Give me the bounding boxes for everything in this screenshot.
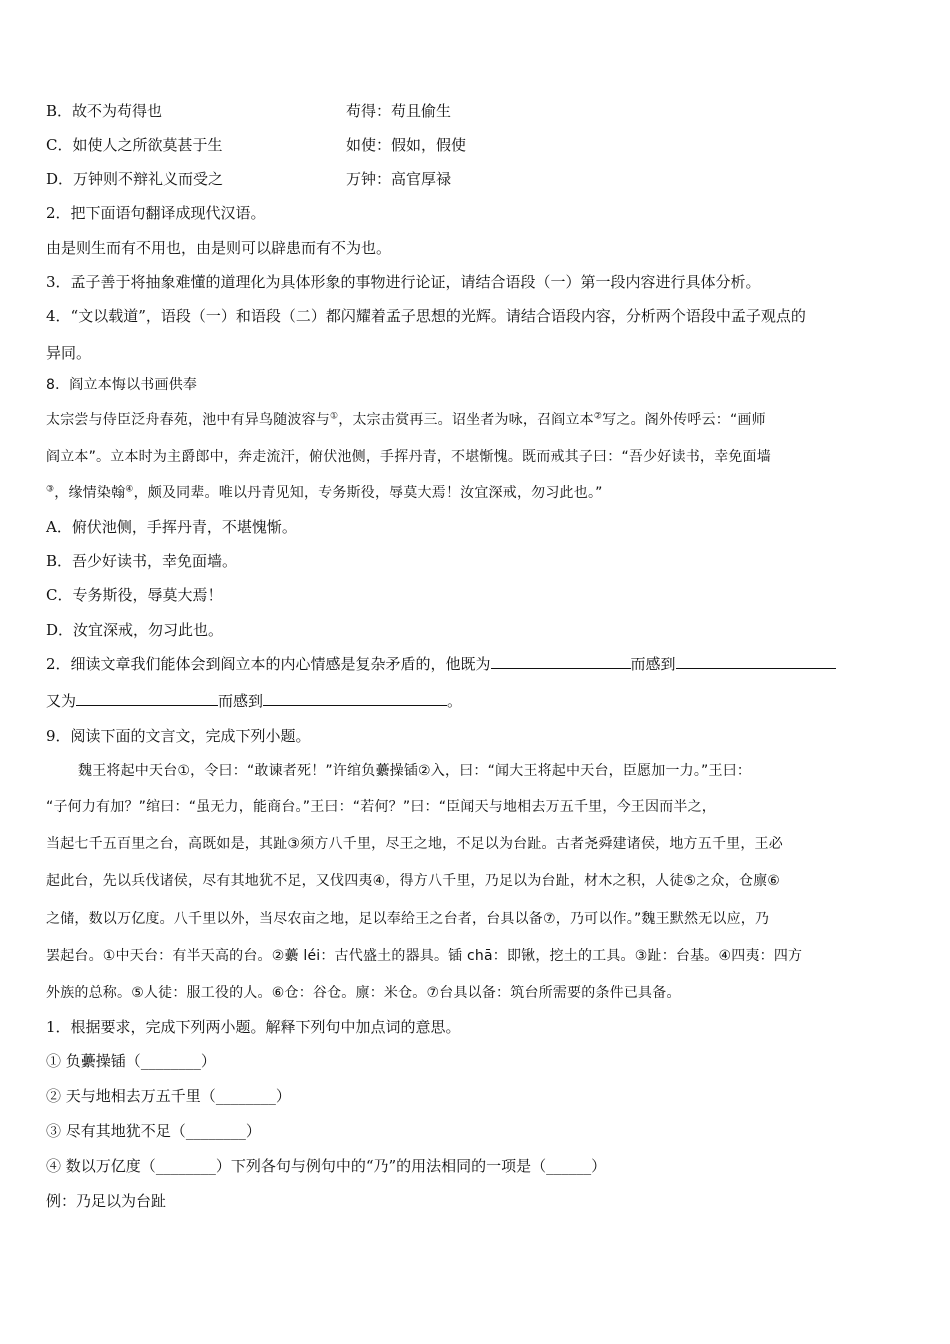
footnote-mark: ③ <box>46 484 55 495</box>
s9-q1: 1．根据要求，完成下列两小题。解释下列句中加点词的意思。 <box>46 1018 461 1036</box>
s9-item-1 <box>46 1050 216 1072</box>
question-text: 。 <box>447 692 463 710</box>
item-text: ） <box>275 1087 291 1105</box>
footnote-mark: ② <box>593 411 603 422</box>
option-note: 苟得：苟且偷生 <box>346 102 452 120</box>
section8-para-line2: 阎立本”。立本时为主爵郎中，奔走流汗，俯伏池侧，手挥丹青，不堪惭愧。既而戒其子曰：“吾少好读书，幸免面墙 <box>46 449 771 465</box>
option-text: D．万钟则不辩礼义而受之 <box>46 170 224 188</box>
answer-blank[interactable] <box>491 653 631 669</box>
option-note: 如使：假如，假使 <box>346 136 467 154</box>
text-run: 写之。阁外传呼云：“画师 <box>602 412 766 428</box>
section9-title: 9．阅读下面的文言文，完成下列小题。 <box>46 727 311 745</box>
section9-line: 罢起台。①中天台：有半天高的台。②虆 léi：古代盛土的器具。锸 chā：即锹，挖土的工具。③趾：台基。④四夷：四方 <box>46 948 803 964</box>
item-number: ① <box>46 1052 62 1070</box>
option-text: C．如使人之所欲莫甚于生 <box>46 136 223 154</box>
option-text: B．故不为苟得也 <box>46 102 163 120</box>
option-d <box>46 168 452 190</box>
option-b <box>46 100 452 122</box>
item-text: 尽有其地犹不足（ <box>65 1122 186 1140</box>
item-number: ④ <box>46 1157 62 1175</box>
question-text: 而感到 <box>218 692 264 710</box>
section8-para-line1 <box>46 409 766 431</box>
answer-blank[interactable]: ________ <box>155 1157 216 1175</box>
s8-option-b: B．吾少好读书，幸免面墙。 <box>46 552 238 570</box>
option-c <box>46 134 467 156</box>
footnote-mark: ④ <box>125 484 134 495</box>
text-run: ，颇及同辈。唯以丹青见知，专务斯役，辱莫大焉！汝宜深戒，勿习此也。” <box>133 485 603 501</box>
item-text: ） <box>200 1052 216 1070</box>
answer-blank[interactable] <box>76 690 218 706</box>
text-run: ，太宗击赏再三。诏坐者为咏，召阎立本 <box>338 412 594 428</box>
question-text: 2．细读文章我们能体会到阎立本的内心情感是复杂矛盾的，他既为 <box>46 655 491 673</box>
section8-para-line3 <box>46 482 603 504</box>
q2-heading: 2．把下面语句翻译成现代汉语。 <box>46 204 266 222</box>
section9-line: 之储，数以万亿度。八千里以外，当尽农亩之地，足以奉给王之台者，台具以备⑦，乃可以作。”魏王默然无以应，乃 <box>46 911 770 927</box>
q4-line1: 4．“文以载道”，语段（一）和语段（二）都闪耀着孟子思想的光辉。请结合语段内容，分析两个语段中孟子观点的 <box>46 307 806 325</box>
s8-option-a: A．俯伏池侧，手挥丹青，不堪愧惭。 <box>46 518 297 536</box>
s9-item-2 <box>46 1085 291 1107</box>
s9-item-3 <box>46 1120 261 1142</box>
item-number: ② <box>46 1087 62 1105</box>
item-text: ）下列各句与例句中的“乃”的用法相同的一项是（______） <box>215 1157 607 1175</box>
text-run: ，缘情染翰 <box>54 485 126 501</box>
answer-blank[interactable]: ________ <box>185 1122 246 1140</box>
answer-blank[interactable] <box>676 653 836 669</box>
s8-q2-line2 <box>46 690 462 712</box>
s8-option-d: D．汝宜深戒，勿习此也。 <box>46 621 224 639</box>
answer-blank[interactable] <box>263 690 447 706</box>
answer-blank[interactable]: ________ <box>215 1087 276 1105</box>
s9-example: 例：乃足以为台趾 <box>46 1192 167 1210</box>
section8-title: 8．阎立本悔以书画供奉 <box>46 377 198 393</box>
answer-blank[interactable]: ________ <box>140 1052 201 1070</box>
section9-line: 外族的总称。⑤人徒：服工役的人。⑥仓：谷仓。廪：米仓。⑦台具以备：筑台所需要的条件已具备。 <box>46 985 681 1001</box>
s8-option-c: C．专务斯役，辱莫大焉！ <box>46 586 223 604</box>
item-text: 负虆操锸（ <box>65 1052 141 1070</box>
text-run: 太宗尝与侍臣泛舟春苑，池中有异鸟随波容与 <box>46 412 330 428</box>
section9-line: 起此台，先以兵伐诸侯，尽有其地犹不足，又伐四夷④，得方八千里，乃足以为台趾，材木之积，人徒⑤之众，仓廪⑥ <box>46 873 781 889</box>
s9-item-4 <box>46 1155 606 1177</box>
q4-line2: 异同。 <box>46 344 92 362</box>
q2-sentence: 由是则生而有不用也，由是则可以辟患而有不为也。 <box>46 239 392 257</box>
item-text: ） <box>245 1122 261 1140</box>
section9-line: 魏王将起中天台①，令曰：“敢谏者死！”许绾负虆操锸②入，曰：“闻大王将起中天台，臣愿加一力。”王曰： <box>78 763 752 779</box>
question-text: 而感到 <box>630 655 676 673</box>
item-text: 数以万亿度（ <box>65 1157 156 1175</box>
s8-q2-line1 <box>46 653 836 675</box>
option-note: 万钟：高官厚禄 <box>346 170 452 188</box>
question-text: 又为 <box>46 692 77 710</box>
item-text: 天与地相去万五千里（ <box>65 1087 216 1105</box>
item-number: ③ <box>46 1122 62 1140</box>
footnote-mark: ① <box>330 411 339 422</box>
section9-line: “子何力有加？”绾曰：“虽无力，能商台。”王曰：“若何？”曰：“臣闻天与地相去万五千里，今王因而半之， <box>46 799 716 815</box>
section9-line: 当起七千五百里之台，高既如是，其趾③须方八千里，尽王之地，不足以为台趾。古者尧舜建诸侯，地方五千里，王必 <box>46 836 783 852</box>
q3-text: 3．孟子善于将抽象难懂的道理化为具体形象的事物进行论证，请结合语段（一）第一段内容进行具体分析。 <box>46 273 761 291</box>
